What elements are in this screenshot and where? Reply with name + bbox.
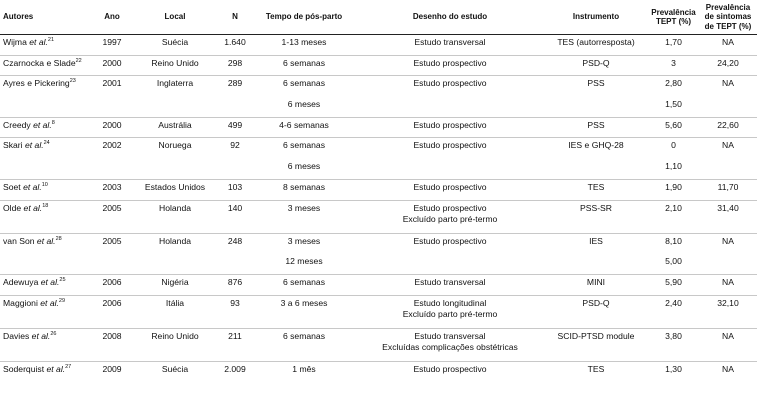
table-row xyxy=(0,159,757,180)
table-row xyxy=(0,200,757,233)
cell-postpartum: 3 a 6 meses xyxy=(252,295,356,328)
reference-number: 21 xyxy=(47,37,55,44)
cell-author xyxy=(0,233,92,254)
author-etal: et al. xyxy=(22,140,44,151)
table-row xyxy=(0,138,757,159)
design-text: Estudo prospectivo xyxy=(413,181,487,192)
cell-prevalence: 1,90 xyxy=(648,179,699,200)
cell-symptoms: NA xyxy=(699,328,757,361)
cell-design xyxy=(356,97,544,118)
author-name: Ayres e Pickering xyxy=(3,78,70,89)
cell-design xyxy=(356,55,544,76)
cell-postpartum: 3 meses xyxy=(252,200,356,233)
reference-number: 18 xyxy=(42,202,49,209)
cell-postpartum: 4-6 semanas xyxy=(252,117,356,138)
cell-instrument: IES xyxy=(589,235,603,246)
cell-prevalence: 5,60 xyxy=(648,117,699,138)
author-name: Soet xyxy=(3,181,21,192)
design-text: Estudo longitudinal xyxy=(413,297,487,308)
cell-year: 2001 xyxy=(102,78,122,89)
cell-design xyxy=(356,159,544,180)
header-place: Local xyxy=(132,0,218,35)
cell-instrument: MINI xyxy=(544,274,648,295)
cell-author xyxy=(0,76,92,97)
cell-year: 2002 xyxy=(102,140,122,151)
author-etal: et al. xyxy=(29,330,51,341)
cell-symptoms: NA xyxy=(722,363,734,374)
author-name: Adewuya xyxy=(3,276,39,287)
cell-prevalence: 1,30 xyxy=(665,363,682,374)
cell-year: 2008 xyxy=(92,328,132,361)
table-row xyxy=(0,76,757,97)
cell-n: 211 xyxy=(218,328,252,361)
header-postpartum: Tempo de pós-parto xyxy=(252,0,356,35)
cell-n: 248 xyxy=(227,235,243,246)
cell-symptoms: NA xyxy=(699,274,757,295)
header-design: Desenho do estudo xyxy=(356,0,544,35)
cell-postpartum: 1-13 meses xyxy=(252,35,356,56)
table-row xyxy=(0,328,757,361)
cell-place: Noruega xyxy=(158,140,192,151)
cell-prevalence: 1,50 xyxy=(648,97,699,118)
cell-design xyxy=(356,295,544,328)
cell-symptoms: NA xyxy=(722,78,734,89)
cell-postpartum: 12 meses xyxy=(252,254,356,275)
cell-design xyxy=(356,233,544,254)
cell-instrument: SCID-PTSD module xyxy=(544,328,648,361)
cell-prevalence: 5,90 xyxy=(648,274,699,295)
cell-year: 2003 xyxy=(92,179,132,200)
table-row xyxy=(0,295,757,328)
cell-place xyxy=(132,159,218,180)
cell-symptoms xyxy=(699,97,757,118)
design-text: Estudo transversal xyxy=(414,276,486,287)
reference-number: 26 xyxy=(50,330,57,337)
design-text: Estudo prospectivo xyxy=(413,57,487,68)
cell-author xyxy=(0,200,92,233)
cell-year xyxy=(92,254,132,275)
reference-number: 25 xyxy=(59,277,66,284)
design-text: Estudo prospectivo xyxy=(413,78,487,89)
cell-symptoms xyxy=(699,159,757,180)
table-row xyxy=(0,361,757,382)
author-name: Czarnocka e Slade xyxy=(3,57,76,68)
cell-place: Reino Unido xyxy=(132,328,218,361)
cell-prevalence: 1,10 xyxy=(648,159,699,180)
cell-instrument: PSS xyxy=(544,117,648,138)
cell-place: Itália xyxy=(132,295,218,328)
header-instrument: Instrumento xyxy=(544,0,648,35)
cell-design xyxy=(356,117,544,138)
cell-n: 289 xyxy=(227,78,243,89)
author-etal: et al. xyxy=(37,297,59,308)
author-etal: et al. xyxy=(21,202,43,213)
table-row xyxy=(0,97,757,118)
cell-symptoms: 24,20 xyxy=(699,55,757,76)
cell-prevalence: 3 xyxy=(648,55,699,76)
cell-n: 298 xyxy=(218,55,252,76)
cell-n: 93 xyxy=(218,295,252,328)
cell-place: Holanda xyxy=(132,200,218,233)
cell-n: 103 xyxy=(218,179,252,200)
design-note: Excluído parto pré-termo xyxy=(402,214,498,225)
cell-symptoms: 32,10 xyxy=(699,295,757,328)
design-note: Excluído parto pré-termo xyxy=(402,309,498,320)
cell-prevalence: 2,40 xyxy=(648,295,699,328)
cell-prevalence: 2,10 xyxy=(648,200,699,233)
cell-year: 2006 xyxy=(92,274,132,295)
cell-n: 499 xyxy=(218,117,252,138)
cell-year: 2005 xyxy=(92,200,132,233)
reference-number: 8 xyxy=(51,119,55,126)
table-row xyxy=(0,117,757,138)
cell-instrument xyxy=(544,159,648,180)
design-text: Estudo prospectivo xyxy=(413,202,487,213)
cell-author xyxy=(0,179,92,200)
design-text: Estudo transversal xyxy=(414,37,486,47)
header-row xyxy=(0,0,757,35)
table-body xyxy=(0,35,757,382)
author-name: Maggioni xyxy=(3,297,38,308)
cell-author xyxy=(0,97,92,118)
cell-year: 2006 xyxy=(92,295,132,328)
cell-author xyxy=(0,55,92,76)
table-row xyxy=(0,254,757,275)
cell-design xyxy=(356,328,544,361)
author-etal: et al. xyxy=(30,119,52,130)
reference-number: 27 xyxy=(65,363,72,370)
author-name: van Son xyxy=(3,235,35,246)
cell-author xyxy=(0,295,92,328)
cell-design xyxy=(356,254,544,275)
cell-n: 2.009 xyxy=(224,363,246,374)
cell-year: 1997 xyxy=(92,35,132,56)
cell-instrument: PSD-Q xyxy=(544,55,648,76)
cell-instrument xyxy=(544,254,648,275)
cell-postpartum: 6 semanas xyxy=(252,55,356,76)
design-text: Estudo prospectivo xyxy=(413,363,487,374)
cell-author xyxy=(0,138,92,159)
cell-prevalence: 8,10 xyxy=(665,235,682,246)
cell-n: 1.640 xyxy=(218,35,252,56)
header-author: Autores xyxy=(0,0,92,35)
cell-year: 2000 xyxy=(92,117,132,138)
reference-number: 23 xyxy=(69,78,76,85)
reference-number: 22 xyxy=(75,57,82,64)
cell-prevalence: 5,00 xyxy=(648,254,699,275)
author-name: Olde xyxy=(3,202,22,213)
design-note: Excluídas complicações obstétricas xyxy=(382,342,518,353)
cell-place: Inglaterra xyxy=(156,78,194,89)
cell-design xyxy=(356,361,544,382)
design-text: Estudo prospectivo xyxy=(413,119,487,130)
cell-place: Estados Unidos xyxy=(132,179,218,200)
author-etal: et al. xyxy=(44,363,66,374)
cell-year: 2005 xyxy=(102,235,122,246)
cell-place: Austrália xyxy=(132,117,218,138)
reference-number: 28 xyxy=(55,235,62,242)
cell-place: Suécia xyxy=(161,363,189,374)
reference-number: 10 xyxy=(41,181,48,188)
cell-symptoms: NA xyxy=(722,235,734,246)
cell-n: 140 xyxy=(218,200,252,233)
cell-place: Nigéria xyxy=(132,274,218,295)
author-name: Skari xyxy=(3,140,23,151)
cell-instrument xyxy=(544,97,648,118)
reference-number: 29 xyxy=(58,297,66,304)
cell-year xyxy=(92,97,132,118)
cell-place: Reino Unido xyxy=(132,55,218,76)
cell-author xyxy=(0,274,92,295)
cell-author xyxy=(0,254,92,275)
cell-instrument: IES e GHQ-28 xyxy=(568,140,624,151)
design-text: Estudo prospectivo xyxy=(413,140,487,151)
author-etal: et al. xyxy=(20,181,42,192)
cell-symptoms xyxy=(699,254,757,275)
cell-design xyxy=(356,274,544,295)
cell-design xyxy=(356,179,544,200)
cell-symptoms: 22,60 xyxy=(699,117,757,138)
cell-instrument: TES xyxy=(544,179,648,200)
author-name: Soderquist xyxy=(3,363,45,374)
cell-postpartum: 8 semanas xyxy=(252,179,356,200)
cell-postpartum: 6 semanas xyxy=(282,140,326,151)
cell-place xyxy=(132,254,218,275)
cell-postpartum: 6 meses xyxy=(252,97,356,118)
cell-symptoms: 31,40 xyxy=(699,200,757,233)
cell-author xyxy=(0,361,92,382)
cell-instrument: PSS-SR xyxy=(544,200,648,233)
table-row xyxy=(0,274,757,295)
cell-prevalence: 3,80 xyxy=(648,328,699,361)
cell-place: Holanda xyxy=(158,235,191,246)
cell-place xyxy=(132,97,218,118)
cell-postpartum: 6 semanas xyxy=(252,274,356,295)
cell-symptoms: 11,70 xyxy=(699,179,757,200)
cell-n: 92 xyxy=(230,140,240,151)
cell-year: 2000 xyxy=(92,55,132,76)
header-year: Ano xyxy=(92,0,132,35)
cell-author xyxy=(0,328,92,361)
cell-author xyxy=(0,159,92,180)
cell-prevalence: 2,80 xyxy=(665,78,682,89)
cell-instrument: PSS xyxy=(587,78,605,89)
cell-design xyxy=(356,138,544,159)
cell-postpartum: 3 meses xyxy=(287,235,321,246)
reference-number: 24 xyxy=(43,140,50,147)
cell-n xyxy=(218,159,252,180)
cell-prevalence: 1,70 xyxy=(648,35,699,56)
cell-symptoms: NA xyxy=(722,140,734,151)
author-etal: et al. xyxy=(38,276,60,287)
cell-postpartum: 6 semanas xyxy=(252,328,356,361)
table-row xyxy=(0,35,757,56)
cell-n xyxy=(218,254,252,275)
cell-instrument: TES xyxy=(587,363,605,374)
cell-postpartum: 1 mês xyxy=(292,363,316,374)
table-row xyxy=(0,179,757,200)
author-name: Wijma xyxy=(3,37,27,47)
table-row xyxy=(0,233,757,254)
cell-symptoms: NA xyxy=(699,35,757,56)
cell-postpartum: 6 semanas xyxy=(282,78,326,89)
cell-year: 2009 xyxy=(102,363,122,374)
cell-author xyxy=(0,117,92,138)
cell-place: Suécia xyxy=(132,35,218,56)
cell-instrument: TES (autorresposta) xyxy=(544,35,648,56)
header-prevalence: Prevalência TEPT (%) xyxy=(648,0,699,35)
table-row xyxy=(0,55,757,76)
cell-design xyxy=(356,35,544,56)
cell-postpartum: 6 meses xyxy=(252,159,356,180)
author-etal: et al. xyxy=(26,37,48,47)
cell-prevalence: 0 xyxy=(671,140,676,151)
cell-n: 876 xyxy=(218,274,252,295)
design-text: Estudo transversal xyxy=(414,330,486,341)
cell-n xyxy=(218,97,252,118)
header-n: N xyxy=(218,0,252,35)
cell-design xyxy=(356,200,544,233)
cell-design xyxy=(356,76,544,97)
author-name: Creedy xyxy=(3,119,31,130)
author-name: Davies xyxy=(3,330,30,341)
cell-author xyxy=(0,35,92,56)
cell-instrument: PSD-Q xyxy=(544,295,648,328)
header-symptoms: Prevalência de sintomas de TEPT (%) xyxy=(699,0,757,35)
author-etal: et al. xyxy=(34,235,56,246)
design-text: Estudo prospectivo xyxy=(413,235,487,246)
cell-year xyxy=(92,159,132,180)
